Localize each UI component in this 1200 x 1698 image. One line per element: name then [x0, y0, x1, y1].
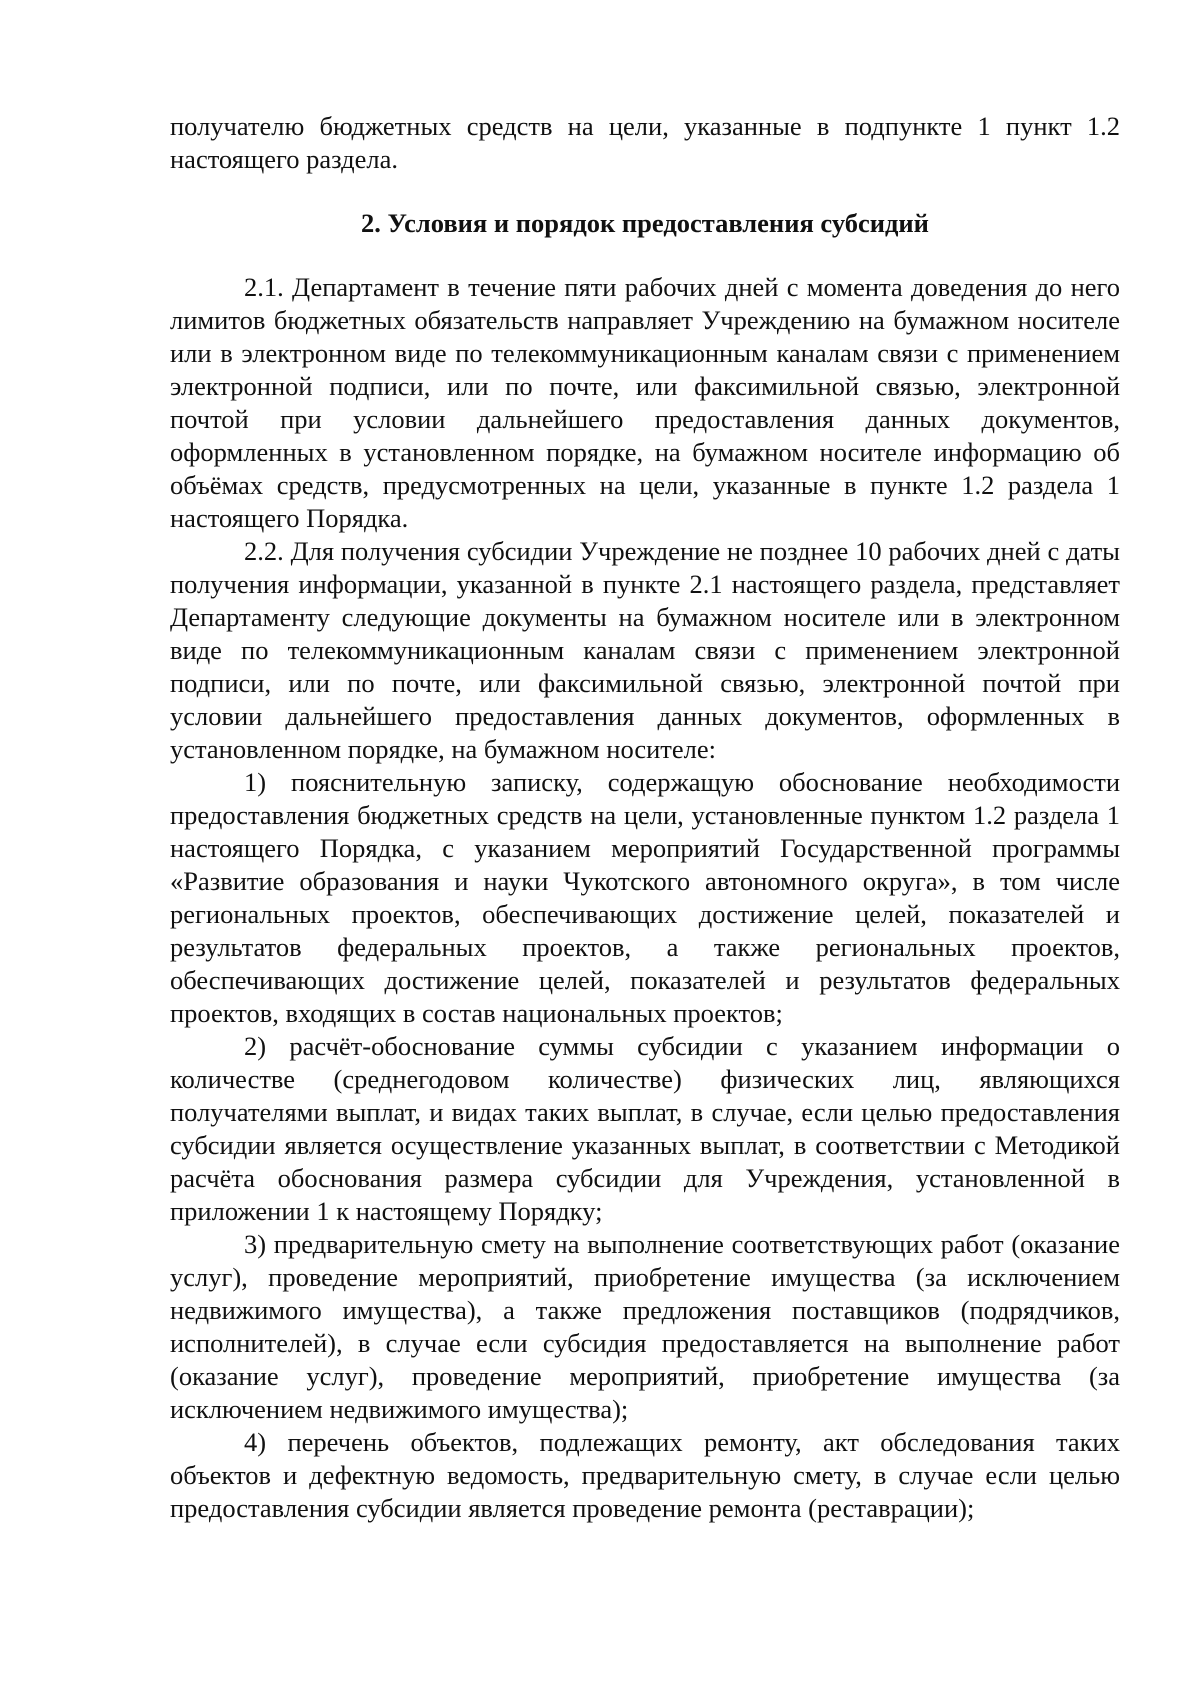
list-item-4: 4) перечень объектов, подлежащих ремонту, акт обследования таких объектов и дефектную ведомость, предварительную смету, в случае если целью предоставления субсидии является проведение ремонта (реставрации); — [170, 1427, 1120, 1523]
continuation-paragraph: получателю бюджетных средств на цели, указанные в подпункте 1 пункт 1.2 настоящего раздела. — [170, 111, 1120, 174]
document-body — [170, 110, 1120, 1525]
paragraph-2-2: 2.2. Для получения субсидии Учреждение не позднее 10 рабочих дней с даты получения информации, указанной в пункте 2.1 настоящего раздела, представляет Департаменту следующие документы на бумажном носителе или в электронном виде по телекоммуникационным каналам связи с применением электронной подписи, или по почте, или факсимильной связью, электронной почтой при условии дальнейшего предоставления данных документов, оформленных в установленном порядке, на бумажном носителе: — [170, 536, 1120, 764]
paragraph-2-1: 2.1. Департамент в течение пяти рабочих дней с момента доведения до него лимитов бюджетных обязательств направляет Учреждению на бумажном носителе или в электронном виде по телекоммуникационным каналам связи с применением электронной подписи, или по почте, или факсимильной связью, электронной почтой при условии дальнейшего предоставления данных документов, оформленных в установленном порядке, на бумажном носителе информацию об объёмах средств, предусмотренных на цели, указанные в пункте 1.2 раздела 1 настоящего Порядка. — [170, 272, 1120, 533]
section-title: 2. Условия и порядок предоставления субсидий — [361, 208, 929, 238]
list-item-3: 3) предварительную смету на выполнение соответствующих работ (оказание услуг), проведение мероприятий, приобретение имущества (за исключением недвижимого имущества), а также предложения поставщиков (подрядчиков, исполнителей), в случае если субсидия предоставляется на выполнение работ (оказание услуг), проведение мероприятий, приобретение имущества (за исключением недвижимого имущества); — [170, 1229, 1120, 1424]
list-item-2: 2) расчёт-обоснование суммы субсидии с указанием информации о количестве (среднегодовом количестве) физических лиц, являющихся получателями выплат, и видах таких выплат, в случае, если целью предоставления субсидии является осуществление указанных выплат, в соответствии с Методикой расчёта обоснования размера субсидии для Учреждения, установленной в приложении 1 к настоящему Порядку; — [170, 1031, 1120, 1226]
list-item-1: 1) пояснительную записку, содержащую обоснование необходимости предоставления бюджетных средств на цели, установленные пунктом 1.2 раздела 1 настоящего Порядка, с указанием мероприятий Государственной программы «Развитие образования и науки Чукотского автономного округа», в том числе региональных проектов, обеспечивающих достижение целей, показателей и результатов федеральных проектов, а также региональных проектов, обеспечивающих достижение целей, показателей и результатов федеральных проектов, входящих в состав национальных проектов; — [170, 767, 1120, 1028]
